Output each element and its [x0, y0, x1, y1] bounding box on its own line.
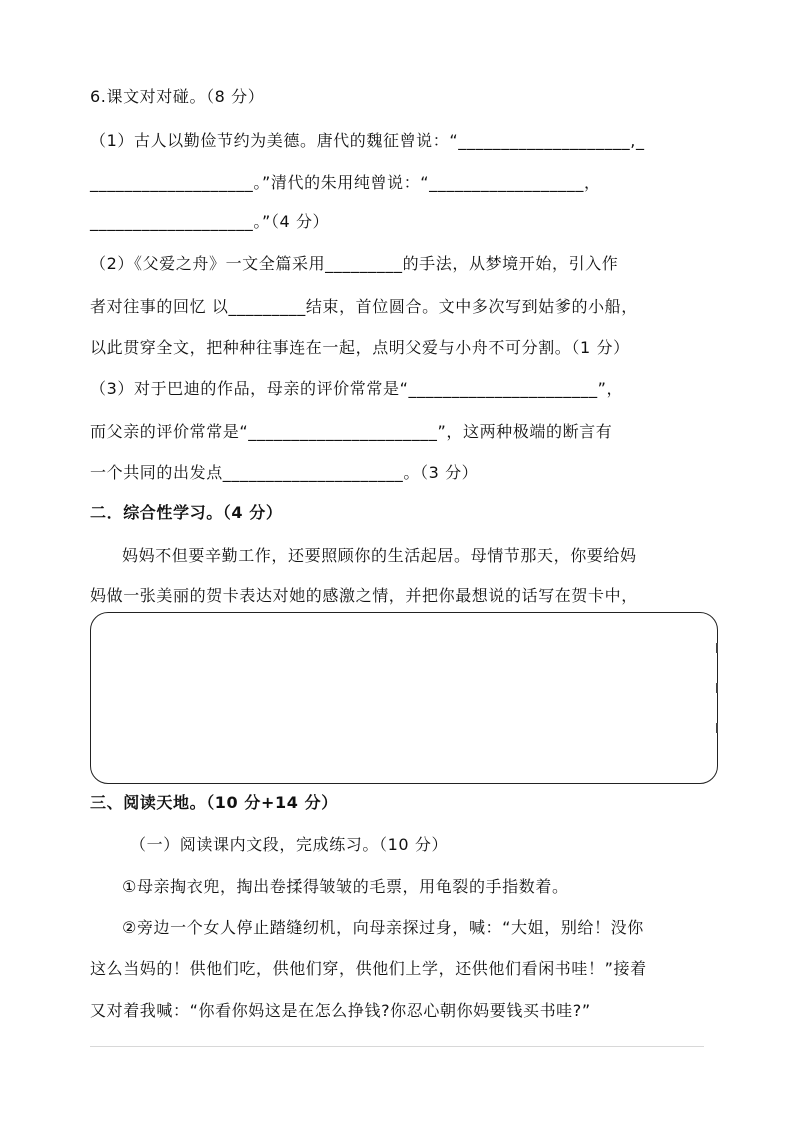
section-2-prompt-line-2: 妈做一张美丽的贺卡表达对她的感激之情，并把你最想说的话写在贺卡中， [90, 586, 638, 605]
box-edge-mark [716, 723, 718, 733]
page-footer-rule [90, 1046, 704, 1047]
question-6-part-2-line-3: 以此贯穿全文，把种种往事连在一起，点明父爱与小舟不可分割。（1 分） [90, 338, 630, 357]
question-6-part-1-line-1: （1）古人以勤俭节约为美德。唐代的魏征曾说：“____________________,_ [90, 131, 645, 150]
passage-paragraph-2-line-3: 又对着我喊：“你看你妈这是在怎么挣钱?你忍心朝你妈要钱买书哇?” [90, 1001, 591, 1020]
question-6-title: 6.课文对对碰。（8 分） [90, 87, 265, 106]
question-6-part-3-line-2: 而父亲的评价常常是“______________________”，这两种极端的断言有 [90, 422, 613, 441]
section-2-heading: 二．综合性学习。（4 分） [90, 503, 283, 522]
box-edge-mark [716, 643, 718, 653]
reading-part-1-heading: （一）阅读课内文段，完成练习。（10 分） [130, 835, 449, 854]
question-6-part-2-line-1: （2）《父爱之舟》一文全篇采用_________的手法，从梦境开始，引入作 [90, 254, 619, 273]
question-6-part-3-line-3: 一个共同的出发点_____________________。（3 分） [90, 463, 479, 482]
passage-paragraph-1: ①母亲掏衣兜，掏出卷揉得皱皱的毛票，用龟裂的手指数着。 [122, 877, 569, 896]
section-3-heading: 三、阅读天地。（10 分+14 分） [90, 793, 338, 812]
question-6-part-1-line-3: ___________________。”（4 分） [90, 212, 330, 231]
greeting-card-answer-box[interactable] [90, 612, 718, 784]
section-2-prompt-line-1: 妈妈不但要辛勤工作，还要照顾你的生活起居。母情节那天，你要给妈 [122, 546, 637, 565]
box-edge-mark [716, 683, 718, 693]
question-6-part-3-line-1: （3）对于巴迪的作品，母亲的评价常常是“______________________”， [90, 379, 624, 398]
passage-paragraph-2-line-2: 这么当妈的！供他们吃，供他们穿，供他们上学，还供他们看闲书哇！”接着 [90, 959, 647, 978]
question-6-part-2-line-2: 者对往事的回忆 以_________结束，首位圆合。文中多次写到姑爹的小船， [90, 297, 638, 316]
question-6-part-1-line-2: ___________________。”清代的朱用纯曾说：“__________________， [90, 173, 601, 192]
passage-paragraph-2-line-1: ②旁边一个女人停止踏缝纫机，向母亲探过身，喊：“大姐，别给！没你 [122, 918, 644, 937]
